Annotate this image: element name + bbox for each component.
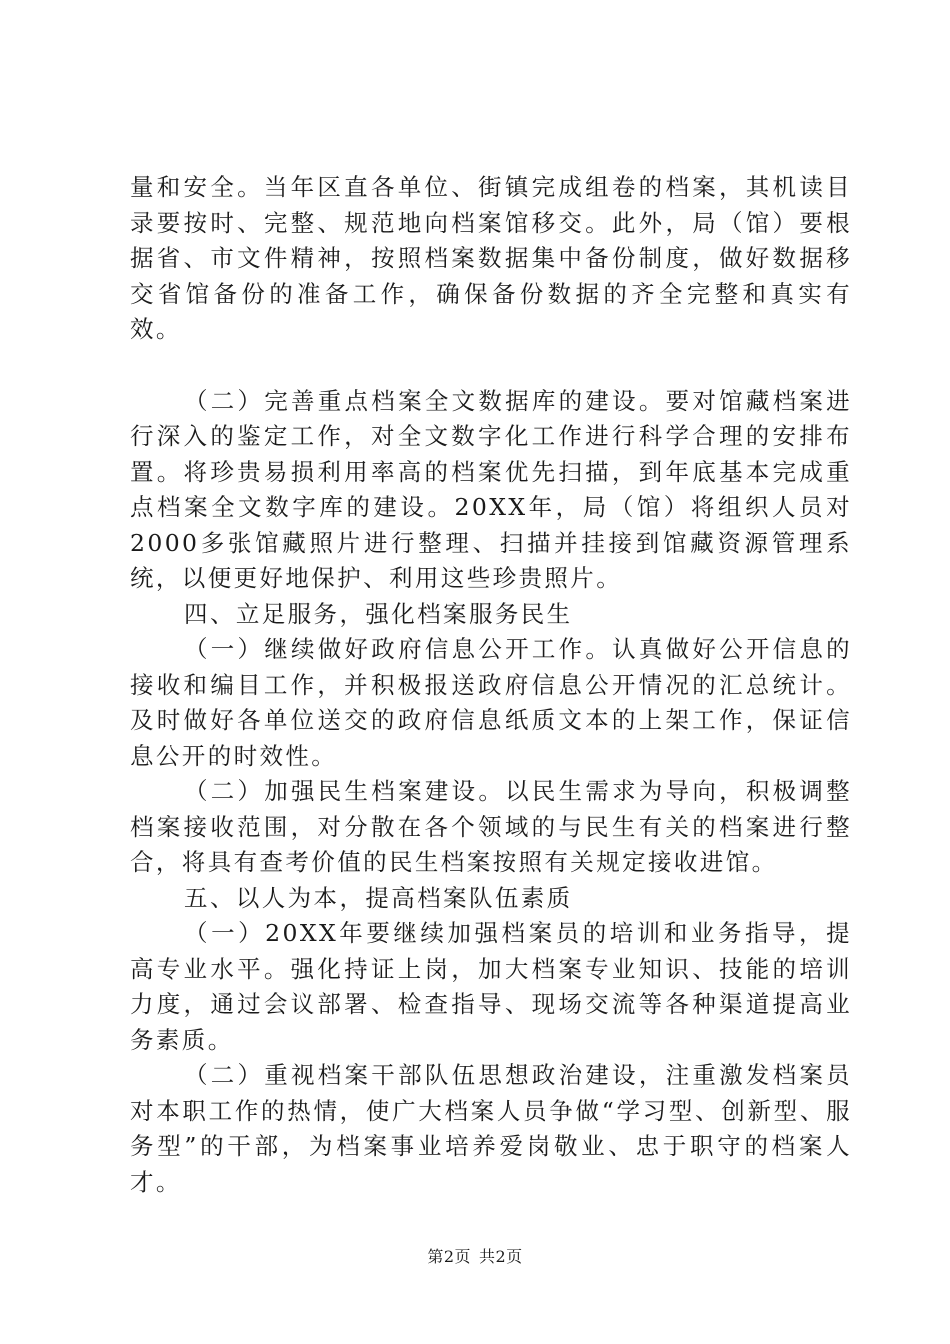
paragraph-livelihood-archives: （二）加强民生档案建设。以民生需求为导向，积极调整档案接收范围，对分散在各个领域的与民生有关的档案进行整合，将具有查考价值的民生档案按照有关规定接收进馆。	[130, 777, 852, 876]
document-body	[130, 170, 852, 1200]
page-total: 共2页	[479, 1247, 523, 1266]
page-footer	[0, 1244, 950, 1267]
section-heading-service: 四、立足服务，强化档案服务民生	[184, 599, 573, 628]
paragraph-info-disclosure: （一）继续做好政府信息公开工作。认真做好公开信息的接收和编目工作，并积极报送政府信息公开情况的汇总统计。及时做好各单位送交的政府信息纸质文本的上架工作，保证信息公开的时效性。	[130, 635, 852, 770]
paragraph-continuation: 量和安全。当年区直各单位、街镇完成组卷的档案，其机读目录要按时、完整、规范地向档案馆移交。此外，局（馆）要根据省、市文件精神，按照档案数据集中备份制度，做好数据移交省馆备份的准备工作，确保备份数据的齐全完整和真实有效。	[130, 173, 852, 343]
section-heading-people: 五、以人为本，提高档案队伍素质	[184, 883, 573, 912]
paragraph-full-text-database: （二）完善重点档案全文数据库的建设。要对馆藏档案进行深入的鉴定工作，对全文数字化工作进行科学合理的安排布置。将珍贵易损利用率高的档案优先扫描，到年底基本完成重点档案全文数字库的建设。20XX年，局（馆）将组织人员对2000多张馆藏照片进行整理、扫描并挂接到馆藏资源管理系统，以便更好地保护、利用这些珍贵照片。	[130, 386, 852, 592]
paragraph-training: （一）20XX年要继续加强档案员的培训和业务指导，提高专业水平。强化持证上岗，加大档案专业知识、技能的培训力度，通过会议部署、检查指导、现场交流等各种渠道提高业务素质。	[130, 919, 852, 1054]
paragraph-team-building: （二）重视档案干部队伍思想政治建设，注重激发档案员对本职工作的热情，使广大档案人员争做“学习型、创新型、服务型”的干部，为档案事业培养爱岗敬业、忠于职守的档案人才。	[130, 1061, 852, 1196]
page-number: 第2页	[427, 1247, 471, 1266]
